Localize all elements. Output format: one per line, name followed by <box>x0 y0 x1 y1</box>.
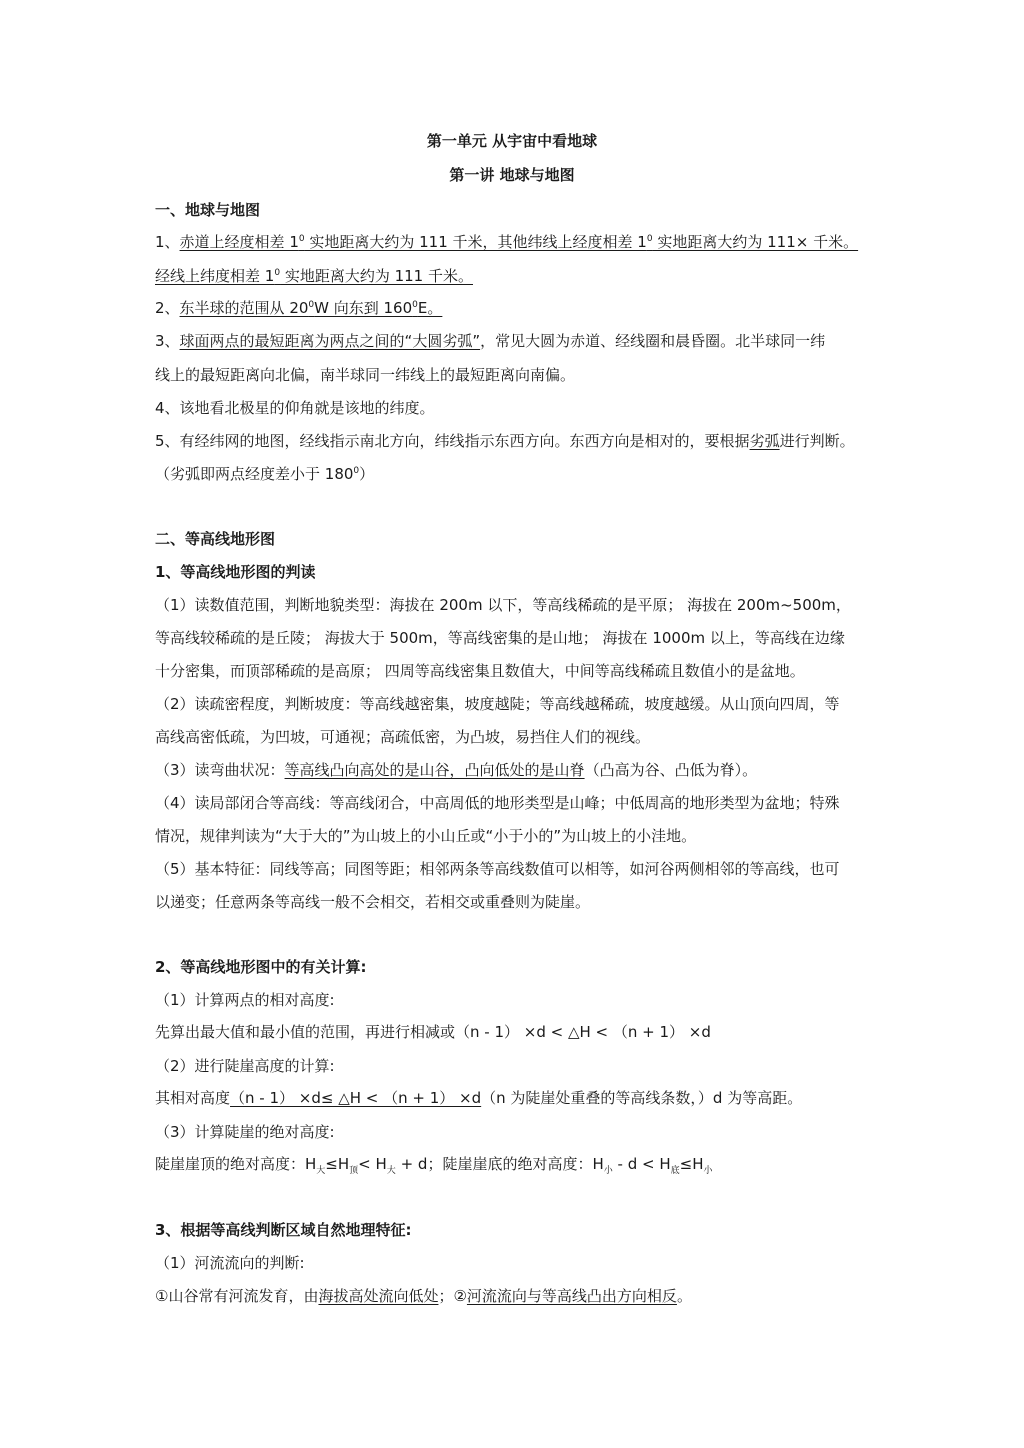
point-2: 2、东半球的范围从 $20^0W$ 向东到 $160^0E$。 <box>155 299 443 317</box>
river-rule: ①山谷常有河流发育，由海拔高处流向低处；②河流流向与等高线凸出方向相反。 <box>155 1287 692 1305</box>
reading-4-line-a: （4）读局部闭合等高线：等高线闭合，中高周低的地形类型是山峰；中低周高的地形类型为盆地；特殊 <box>155 794 840 812</box>
point-4: 4、该地看北极星的仰角就是该地的纬度。 <box>155 399 435 417</box>
point-1-line-b: 经线上纬度相差 $1^0$ 实地距离大约为 111 千米。 <box>155 267 473 285</box>
river-heading: （1）河流流向的判断: <box>155 1254 305 1272</box>
calc-3-heading: （3）计算陡崖的绝对高度: <box>155 1123 335 1141</box>
point-5-line-b: （劣弧即两点经度差小于 $180^0$） <box>155 465 375 483</box>
reading-3: （3）读弯曲状况：等高线凸向高处的是山谷，凸向低处的是山脊（凸高为谷、凸低为脊）。 <box>155 761 758 779</box>
calc-3-formula: 陡崖崖顶的绝对高度：$H_大\le H_顶< H_大 + d$；陡崖崖底的绝对高度：$H_小 - d < H_底\le H_小$ <box>155 1155 713 1176</box>
reading-5-line-a: （5）基本特征：同线等高；同图等距；相邻两条等高线数值可以相等，如河谷两侧相邻的等高线，也可 <box>155 860 840 878</box>
calc-2-formula: 其相对高度（n - 1） ×d≤ △H < （n + 1） ×d（n 为陡崖处重叠的等高线条数，）d 为等高距。 <box>155 1089 803 1107</box>
unit-title: 第一单元 从宇宙中看地球 <box>426 132 598 150</box>
point-3-line-b: 线上的最短距离向北偏，南半球同一纬线上的最短距离向南偏。 <box>155 366 576 384</box>
reading-2-line-b: 高线高密低疏，为凹坡，可通视；高疏低密，为凸坡，易挡住人们的视线。 <box>155 728 651 746</box>
calc-2-heading: （2）进行陡崖高度的计算: <box>155 1057 335 1075</box>
reading-1-line-a: （1）读数值范围，判断地貌类型：海拔在 200m 以下，等高线稀疏的是平原； 海拔在 200m~500m， <box>155 596 851 614</box>
point-3-line-a: 3、球面两点的最短距离为两点之间的“大圆劣弧”，常见大圆为赤道、经线圈和晨昏圈。北半球同一纬 <box>155 332 826 350</box>
calc-1-formula: 先算出最大值和最小值的范围，再进行相减或（n - 1） ×d < △H < （n + 1） ×d <box>155 1023 711 1041</box>
subsection-natural-features: 3、根据等高线判断区域自然地理特征: <box>155 1221 412 1239</box>
section-heading-earth-map: 一、地球与地图 <box>155 201 261 219</box>
calc-1-heading: （1）计算两点的相对高度: <box>155 991 335 1009</box>
point-5-line-a: 5、有经纬网的地图，经线指示南北方向，纬线指示东西方向。东西方向是相对的，要根据劣弧进行判断。 <box>155 432 855 450</box>
point-1-line-a: 1、赤道上经度相差 $1^0$ 实地距离大约为 111 千米，其他纬线上经度相差 $1^0$ 实地距离大约为 111× 千米。 <box>155 233 859 251</box>
reading-5-line-b: 以递变；任意两条等高线一般不会相交，若相交或重叠则为陡崖。 <box>155 893 591 911</box>
lecture-title: 第一讲 地球与地图 <box>449 166 575 184</box>
subsection-contour-reading: 1、等高线地形图的判读 <box>155 563 316 581</box>
reading-1-line-b: 等高线较稀疏的是丘陵； 海拔大于 500m，等高线密集的是山地； 海拔在 1000m 以上，等高线在边缘 <box>155 629 845 647</box>
reading-2-line-a: （2）读疏密程度，判断坡度：等高线越密集，坡度越陡；等高线越稀疏，坡度越缓。从山顶向四周，等 <box>155 695 840 713</box>
reading-1-line-c: 十分密集，而顶部稀疏的是高原； 四周等高线密集且数值大，中间等高线稀疏且数值小的是盆地。 <box>155 662 805 680</box>
subsection-calculations: 2、等高线地形图中的有关计算: <box>155 958 367 976</box>
reading-4-line-b: 情况，规律判读为“大于大的”为山坡上的小山丘或“小于小的”为山坡上的小洼地。 <box>155 827 697 845</box>
section-heading-contour-map: 二、等高线地形图 <box>155 530 276 548</box>
